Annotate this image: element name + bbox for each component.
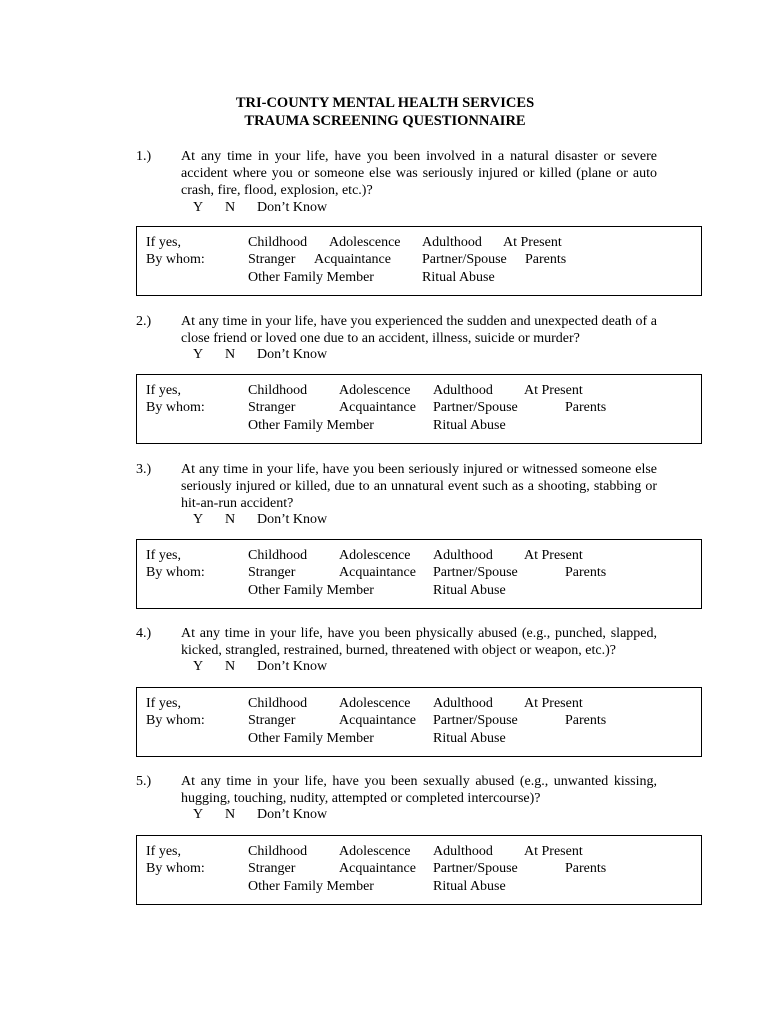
option-at-present[interactable]: At Present	[524, 696, 583, 711]
option-partner-spouse[interactable]: Partner/Spouse	[433, 713, 518, 728]
option-stranger[interactable]: Stranger	[248, 713, 296, 728]
question-line: accident where you or someone else was seriously injured or killed (plane or auto	[181, 166, 657, 181]
option-ritual-abuse[interactable]: Ritual Abuse	[433, 879, 506, 894]
option-acquaintance[interactable]: Acquaintance	[339, 861, 416, 876]
question-number: 4.)	[136, 626, 152, 641]
if-yes-label: If yes,	[146, 235, 181, 250]
if-yes-label: If yes,	[146, 844, 181, 859]
option-adolescence[interactable]: Adolescence	[339, 844, 411, 859]
if-yes-label: If yes,	[146, 548, 181, 563]
option-parents[interactable]: Parents	[565, 400, 607, 415]
option-adolescence[interactable]: Adolescence	[339, 383, 411, 398]
option-adulthood[interactable]: Adulthood	[433, 696, 493, 711]
option-parents[interactable]: Parents	[565, 861, 607, 876]
option-acquaintance[interactable]: Acquaintance	[339, 565, 416, 580]
question-number: 3.)	[136, 462, 152, 477]
option-acquaintance[interactable]: Acquaintance	[339, 713, 416, 728]
option-other-family[interactable]: Other Family Member	[248, 270, 374, 285]
question-line: At any time in your life, have you been involved in a natural disaster or severe	[181, 149, 657, 164]
answer-no[interactable]: N	[225, 807, 236, 822]
option-at-present[interactable]: At Present	[503, 235, 562, 250]
option-other-family[interactable]: Other Family Member	[248, 418, 374, 433]
answer-options	[193, 806, 327, 823]
option-childhood[interactable]: Childhood	[248, 383, 308, 398]
question-number: 1.)	[136, 149, 152, 164]
question-line: seriously injured or killed, due to an unnatural event such as a shooting, stabbing or	[181, 479, 657, 494]
option-acquaintance[interactable]: Acquaintance	[339, 400, 416, 415]
option-partner-spouse[interactable]: Partner/Spouse	[433, 861, 518, 876]
option-ritual-abuse[interactable]: Ritual Abuse	[422, 270, 495, 285]
option-childhood[interactable]: Childhood	[248, 844, 308, 859]
option-adulthood[interactable]: Adulthood	[433, 383, 493, 398]
followup-box-1	[136, 226, 702, 296]
option-parents[interactable]: Parents	[565, 713, 607, 728]
answer-options	[193, 346, 327, 363]
organization-title: TRI-COUNTY MENTAL HEALTH SERVICES	[235, 95, 535, 111]
answer-no[interactable]: N	[225, 347, 236, 362]
option-adolescence[interactable]: Adolescence	[339, 696, 411, 711]
followup-box-3	[136, 539, 702, 609]
question-line: hit-an-run accident?	[181, 496, 294, 511]
option-stranger[interactable]: Stranger	[248, 861, 296, 876]
question-number: 5.)	[136, 774, 152, 789]
answer-dont-know[interactable]: Don’t Know	[257, 347, 328, 362]
followup-box-5	[136, 835, 702, 905]
answer-dont-know[interactable]: Don’t Know	[257, 659, 328, 674]
question-text	[181, 773, 657, 807]
question-number: 2.)	[136, 314, 152, 329]
option-adolescence[interactable]: Adolescence	[329, 235, 401, 250]
option-adolescence[interactable]: Adolescence	[339, 548, 411, 563]
answer-options	[193, 658, 327, 675]
by-whom-label: By whom:	[146, 400, 205, 415]
if-yes-label: If yes,	[146, 696, 181, 711]
option-other-family[interactable]: Other Family Member	[248, 583, 374, 598]
option-partner-spouse[interactable]: Partner/Spouse	[433, 565, 518, 580]
option-adulthood[interactable]: Adulthood	[433, 844, 493, 859]
question-line: kicked, strangled, restrained, burned, threatened with object or weapon, etc.)?	[181, 643, 616, 658]
option-ritual-abuse[interactable]: Ritual Abuse	[433, 731, 506, 746]
answer-dont-know[interactable]: Don’t Know	[257, 512, 328, 527]
answer-no[interactable]: N	[225, 659, 236, 674]
by-whom-label: By whom:	[146, 861, 205, 876]
question-line: At any time in your life, have you been physically abused (e.g., punched, slapped,	[181, 626, 657, 641]
answer-no[interactable]: N	[225, 512, 236, 527]
option-stranger[interactable]: Stranger	[248, 565, 296, 580]
option-ritual-abuse[interactable]: Ritual Abuse	[433, 583, 506, 598]
option-partner-spouse[interactable]: Partner/Spouse	[422, 252, 507, 267]
question-line: At any time in your life, have you experienced the sudden and unexpected death of a	[181, 314, 657, 329]
option-adulthood[interactable]: Adulthood	[433, 548, 493, 563]
question-line: At any time in your life, have you been seriously injured or witnessed someone else	[181, 462, 657, 477]
if-yes-label: If yes,	[146, 383, 181, 398]
answer-yes[interactable]: Y	[193, 200, 204, 215]
option-at-present[interactable]: At Present	[524, 548, 583, 563]
question-line: crash, fire, flood, explosion, etc.)?	[181, 183, 373, 198]
option-parents[interactable]: Parents	[565, 565, 607, 580]
option-at-present[interactable]: At Present	[524, 844, 583, 859]
option-other-family[interactable]: Other Family Member	[248, 731, 374, 746]
option-ritual-abuse[interactable]: Ritual Abuse	[433, 418, 506, 433]
by-whom-label: By whom:	[146, 252, 205, 267]
option-stranger[interactable]: Stranger	[248, 252, 296, 267]
by-whom-label: By whom:	[146, 713, 205, 728]
option-childhood[interactable]: Childhood	[248, 696, 308, 711]
followup-box-4	[136, 687, 702, 757]
question-text	[181, 625, 657, 659]
question-line: hugging, touching, nudity, attempted or completed intercourse)?	[181, 791, 541, 806]
answer-dont-know[interactable]: Don’t Know	[257, 200, 328, 215]
option-at-present[interactable]: At Present	[524, 383, 583, 398]
answer-options	[193, 511, 327, 528]
question-text	[181, 313, 657, 347]
answer-options	[193, 199, 327, 216]
answer-dont-know[interactable]: Don’t Know	[257, 807, 328, 822]
answer-yes[interactable]: Y	[193, 512, 204, 527]
answer-yes[interactable]: Y	[193, 659, 204, 674]
question-text	[181, 461, 657, 512]
option-other-family[interactable]: Other Family Member	[248, 879, 374, 894]
option-childhood[interactable]: Childhood	[248, 548, 308, 563]
question-line: close friend or loved one due to an accident, illness, suicide or murder?	[181, 331, 580, 346]
answer-yes[interactable]: Y	[193, 807, 204, 822]
option-stranger[interactable]: Stranger	[248, 400, 296, 415]
option-partner-spouse[interactable]: Partner/Spouse	[433, 400, 518, 415]
option-acquaintance[interactable]: Acquaintance	[314, 252, 391, 267]
by-whom-label: By whom:	[146, 565, 205, 580]
followup-box-2	[136, 374, 702, 444]
form-title: TRAUMA SCREENING QUESTIONNAIRE	[244, 113, 526, 129]
question-text	[181, 148, 657, 199]
option-parents[interactable]: Parents	[525, 252, 567, 267]
answer-no[interactable]: N	[225, 200, 236, 215]
option-adulthood[interactable]: Adulthood	[422, 235, 482, 250]
answer-yes[interactable]: Y	[193, 347, 204, 362]
question-line: At any time in your life, have you been sexually abused (e.g., unwanted kissing,	[181, 774, 657, 789]
option-childhood[interactable]: Childhood	[248, 235, 308, 250]
